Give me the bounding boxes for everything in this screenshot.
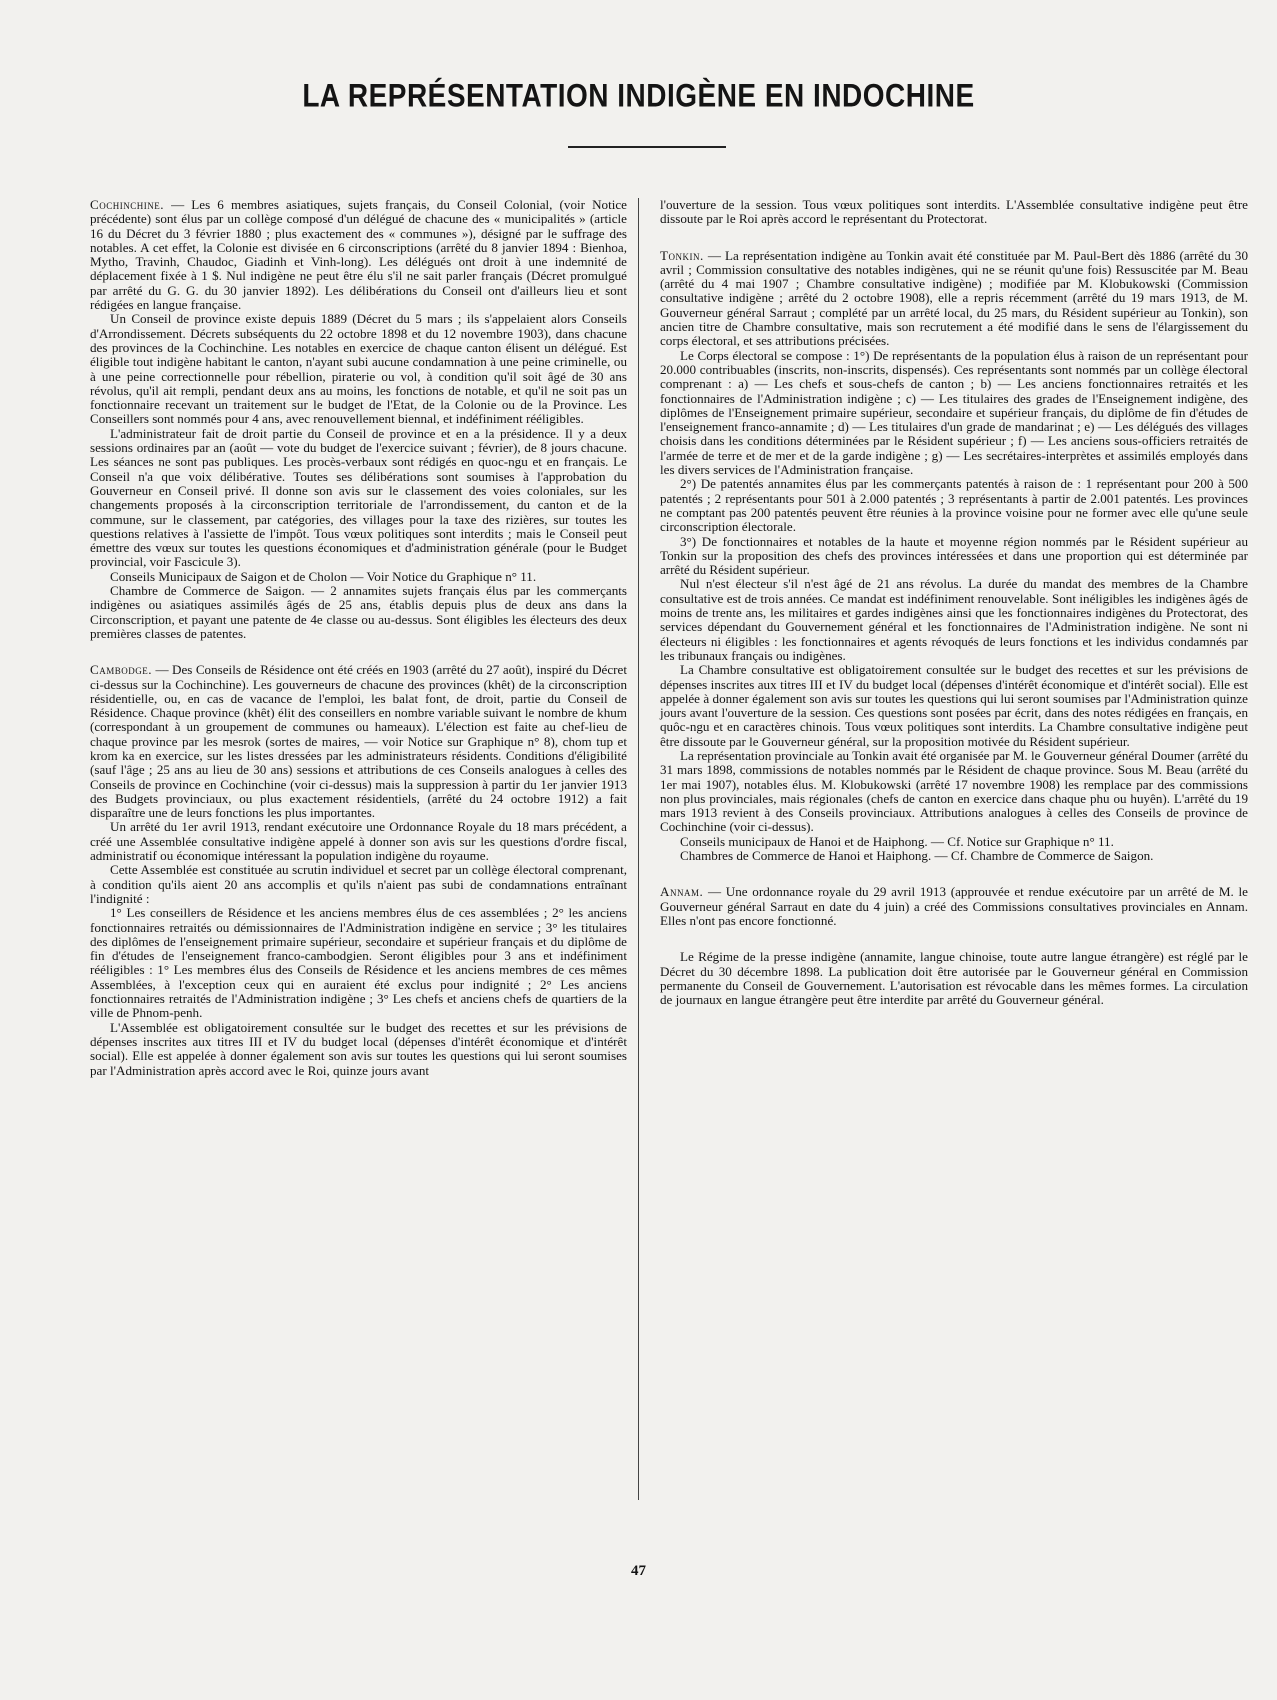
section-label-cambodge: Cambodge. <box>90 662 153 678</box>
paragraph-conseils-hanoi: Conseils municipaux de Hanoi et de Haiphong. — Cf. Notice sur Graphique n° 11. <box>680 833 1114 849</box>
section-label-cochinchine: Cochinchine. <box>90 197 165 212</box>
paragraph-patentes: 2°) De patentés annamites élus par les commerçants patentés à raison de : 1 représentant pour 200 à 500 patentés ; 2 représentants pour 501 à 2.000 patentés ; 3 représentants à partir de 2.001 patentés. Les provinces ne comptant pas 200 patentés peuvent être réunies à la province voisine pour ne former avec elle qu'une seule circonscription électorale. <box>660 476 1248 535</box>
paragraph-ouverture-session: l'ouverture de la session. Tous vœux politiques sont interdits. L'Assemblée consultative indigène peut être dissoute par le Roi après accord le représentant du Protectorat. <box>660 197 1248 227</box>
section-label-annam: Annam. <box>660 884 704 900</box>
paragraph-assemblee: Cette Assemblée est constituée au scrutin individuel et secret par un collège électoral comprenant, à condition qu'ils aient 20 ans accomplis et qu'ils n'aient pas subi de condamnations entraînant l'indignité : <box>90 862 627 906</box>
paragraph-corps-electoral: Le Corps électoral se compose : 1°) De représentants de la population élus à raison de un représentant pour 20.000 contribuables (inscrits, non-inscrits, dispensés). Ces représentants sont nommés par un collège électoral comprenant : a) — Les chefs et sous-chefs de canton ; b) — Les anciens fonctionnaires retraités et les fonctionnaires de l'Administration indigène ; c) — Les titulaires des grades de l'Enseignement indigène, des diplômes de l'Enseignement primaire supérieur, secondaire et supérieur français, du diplôme de fin d'études de l'enseignement franco-annamite ; d) — Les titulaires d'un grade de mandarinat ; e) — Les délégués des villages choisis dans les conditions déterminées par le Résident supérieur ; f) — Les anciens sous-officiers retraités de l'armée de terre et de mer et de la garde indigène ; g) — Les secrétaires-interprètes et assimilés employés dans les divers services de l'Administration française. <box>660 347 1248 478</box>
paragraph-chambres-commerce-hanoi: Chambres de Commerce de Hanoi et Haiphong. — Cf. Chambre de Commerce de Saigon. <box>680 848 1154 864</box>
paragraph-chambre-consultative: La Chambre consultative est obligatoirement consultée sur le budget des recettes et sur les prévisions de dépenses inscrites aux titres III et IV du budget local (dépenses d'intérêt économique et d'intérêt social). Elle est appelée à donner également son avis sur toutes les questions qui lui seront soumises par l'Administration quinze jours avant l'ouverture de la session. Ces questions sont posées par écrit, dans des notes rédigées en français, en quôc-ngu et en caractères chinois. Tous vœux politiques sont interdits. La Chambre consultative indigène peut être dissoute par le Gouverneur général, sur la proposition motivée du Résident supérieur. <box>660 662 1248 749</box>
title-rule <box>568 146 726 148</box>
page-title: LA REPRÉSENTATION INDIGÈNE EN INDOCHINE <box>302 77 975 114</box>
paragraph-tonkin-1: Tonkin. — La représentation indigène au Tonkin avait été constituée par M. Paul-Bert dès 1886 (arrêté du 30 avril ; Commission consultative des notables indigènes, qui ne se réunit qu'une fois) Ressuscitée par M. Beau (arrêté du 4 mai 1907 ; Chambre consultative indigène) ; modifiée par M. Klobukowski (Commission consultative indigène ; arrêté du 2 octobre 1908), elle a repris récemment (arrêté du 19 mars 1913, de M. Gouverneur général Sarraut ; complété par un arrêté local, du 25 mars, du Résident supérieur au Tonkin), son ancien titre de Chambre consultative, mais son recrutement a été modifié dans le sens de l'élargissement du corps électoral, et ses attributions précisées. <box>660 247 1248 349</box>
paragraph-chambre-commerce: Chambre de Commerce de Saigon. — 2 annamites sujets français élus par les commerçants indigènes ou asiatiques assimilés âgés de 25 ans, établis depuis plus de deux ans dans la Circonscription, et payant une patente de 4e classe ou au-dessus. Sont éligibles les électeurs des deux premières classes de patentes. <box>90 583 627 641</box>
left-column <box>90 198 627 1078</box>
paragraph-cambodge-1: Cambodge. — Des Conseils de Résidence ont été créés en 1903 (arrêté du 27 août), inspiré du Décret ci-dessus sur la Cochinchine). Les gouverneurs de chacune des provinces (khêt) de la circonscription résidentielle, ou, en cas de vacance de l'emploi, les balat font, de droit, partie du Conseil de Résidence. Chaque province (khêt) élit des conseillers en nombre variable suivant le nombre de khum (correspondant à un groupement de communes ou hameaux). L'élection est faite au chef-lieu de chaque province par les mesrok (sortes de maires, — voir Notice sur Graphique n° 8), chom tup et krom ka en exercice, sur les listes dressées par les administrateurs résidents. Conditions d'éligibilité (sauf l'âge ; 25 ans au lieu de 30 ans) sessions et attributions de ces Conseils analogues à celles des Conseils de province en Cochinchine (voir ci-dessus) mais la suppression à partir du 1er janvier 1913 des Budgets provinciaux, ou plus exactement résidentiels, (arrêté du 24 octobre 1912) a fait disparaître une de leurs fonctions les plus importantes. <box>90 662 627 821</box>
paragraph-administrateur: L'administrateur fait de droit partie du Conseil de province et en a la présidence. Il y a deux sessions ordinaires par an (août — vote du budget de l'exercice suivant ; février), de 8 jours chacune. Les séances ne sont pas publiques. Les procès-verbaux sont rédigés en quoc-ngu et en français. Le Conseil n'a que voix délibérative. Toutes ses délibérations sont soumises à l'approbation du Gouverneur en Conseil privé. Il donne son avis sur le classement des voies coloniales, sur les changements proposés à la circonscription territoriale de l'arrondissement, du canton et de la commune, sur le classement, par catégories, des villages pour la taxe des rizières, sur toutes les questions relatives à l'assiette de l'impôt. Tous vœux politiques sont interdits ; mais le Conseil peut émettre des vœux sur toutes les questions économiques et d'administration générale (pour le Budget provincial, voir Fascicule 3). <box>90 425 627 570</box>
paragraph-arrete-1913: Un arrêté du 1er avril 1913, rendant exécutoire une Ordonnance Royale du 18 mars précédent, a créé une Assemblée consultative indigène appelé à donner son avis sur les questions d'ordre fiscal, administratif ou économique intéressant la population indigène du royaume. <box>90 819 627 864</box>
paragraph-conseillers: 1° Les conseillers de Résidence et les anciens membres élus de ces assemblées ; 2° les anciens fonctionnaires retraités ou démissionnaires de l'Administration indigène en service ; 3° les titulaires des diplômes de l'enseignement primaire supérieur, secondaire et supérieur français et du diplôme de fin d'études de l'enseignement franco-cambodgien. Seront éligibles pour 3 ans et indéfiniment rééligibles : 1° Les membres élus des Conseils de Résidence et les anciens membres de ces mêmes Assemblées, à l'exception ceux qui en auraient été exclus pour indignité ; 2° Les anciens fonctionnaires retraités de l'Administration indigène ; 3° Les chefs et anciens chefs de quartiers de la ville de Phnom-penh. <box>90 905 627 1021</box>
section-label-tonkin: Tonkin. <box>660 247 704 263</box>
paragraph-cochinchine-1: Cochinchine. — Les 6 membres asiatiques, sujets français, du Conseil Colonial, (voir Notice précédente) sont élus par un collège composé d'un délégué de chacune des « municipalités » (article 16 du Décret du 3 février 1880 ; plus exactement des « communes »), désigné par le suffrage des notables. A cet effet, la Colonie est divisée en 6 circonscriptions (arrêté du 8 janvier 1894 : Bienhoa, Mytho, Travinh, Chaudoc, Giadinh et Vinh-long). Les délégués ont droit à une indemnité de déplacement fixée à 1 $. Nul indigène ne peut être élu s'il ne sait parler français (Décret promulgué par arrêté du G. G. du 30 janvier 1892). Les délibérations du Conseil ont d'ailleurs lieu et sont rédigées en langue française. <box>90 197 627 313</box>
right-column <box>660 198 1248 1007</box>
paragraph-conseils-municipaux: Conseils Municipaux de Saigon et de Cholon — Voir Notice du Graphique n° 11. <box>110 568 537 584</box>
paragraph-regime-presse: Le Régime de la presse indigène (annamite, langue chinoise, toute autre langue étrangère) est réglé par le Décret du 30 décembre 1898. La publication doit être autorisée par le Gouverneur général en Commission permanente du Conseil de Gouvernement. L'autorisation est révocable dans les mêmes formes. La circulation de journaux en langue étrangère peut être interdite par arrêté du Gouverneur général. <box>660 949 1248 1008</box>
paragraph-annam: Annam. — Une ordonnance royale du 29 avril 1913 (approuvée et rendue exécutoire par un arrêté de M. le Gouverneur général Sarraut en date du 4 juin) a créé des Commissions consultatives provinciales en Annam. Elles n'ont pas encore fonctionné. <box>660 884 1248 928</box>
paragraph-representation-provinciale: La représentation provinciale au Tonkin avait été organisée par M. le Gouverneur général Doumer (arrêté du 31 mars 1898, commissions de notables nommés par le Résident de chaque province. Sous M. Beau (arrêté du 1er mai 1907), notables élus. M. Klobukowski (arrêté 17 novembre 1908) les remplace par des commissions non plus provinciales, mais régionales (chefs de canton en exercice dans chaque phu ou huyên). L'arrêté du 19 mars 1913 revient à des Conseils provinciaux. Attributions analogues à celles des Conseils de province de Cochinchine (voir ci-dessus). <box>660 747 1248 835</box>
paragraph-assemblee-consultee: L'Assemblée est obligatoirement consultée sur le budget des recettes et sur les prévisions de dépenses inscrites aux titres III et IV du budget local (dépenses d'intérêt économique et d'intérêt social). Elle est appelée à donner également son avis sur toutes les questions qui lui seront soumises par l'Administration après accord avec le Roi, quinze jours avant <box>90 1019 627 1078</box>
page-number: 47 <box>631 1563 646 1579</box>
paragraph-conseil-province: Un Conseil de province existe depuis 1889 (Décret du 5 mars ; ils s'appelaient alors Conseils d'Arrondissement. Décrets subséquents du 22 octobre 1898 et du 12 novembre 1903), dans chacune des provinces de la Cochinchine. Les notables en exercice de chaque canton élisent un délégué. Est éligible tout indigène habitant le canton, n'ayant subi aucune condamnation à une peine criminelle, ou à une peine correctionnelle pour rébellion, piraterie ou vol, à condition qu'il soit âgé de 30 ans révolus, qu'il ait rempli, pendant deux ans au moins, les fonctions de notable, et qu'il ne soit pas un fonctionnaire recevant un traitement sur le budget de l'Etat, de la Colonie ou de la Province. Les Conseillers sont nommés pour 4 ans, avec renouvellement biennal, et indéfiniment rééligibles. <box>90 311 627 427</box>
paragraph-nul-electeur: Nul n'est électeur s'il n'est âgé de 21 ans révolus. La durée du mandat des membres de la Chambre consultative est de trois années. Ce mandat est indéfiniment renouvelable. Sont inéligibles les indigènes âgés de moins de trente ans, les militaires et gardes indigènes ainsi que les fonctionnaires indigènes du Protectorat, des services dépendant du Gouvernement général et les fonctionnaires de l'Administration indigène. Ne sont ni électeurs ni éligibles : les fonctionnaires et agents révoqués de leurs fonctions et les individus condamnés par les tribunaux français ou indigènes. <box>660 576 1248 663</box>
paragraph-fonctionnaires: 3°) De fonctionnaires et notables de la haute et moyenne région nommés par le Résident supérieur au Tonkin sur la proposition des chefs des provinces intéressées et dans une proportion qui est déterminée par arrêté du Résident supérieur. <box>660 533 1248 578</box>
column-divider <box>638 198 639 1500</box>
